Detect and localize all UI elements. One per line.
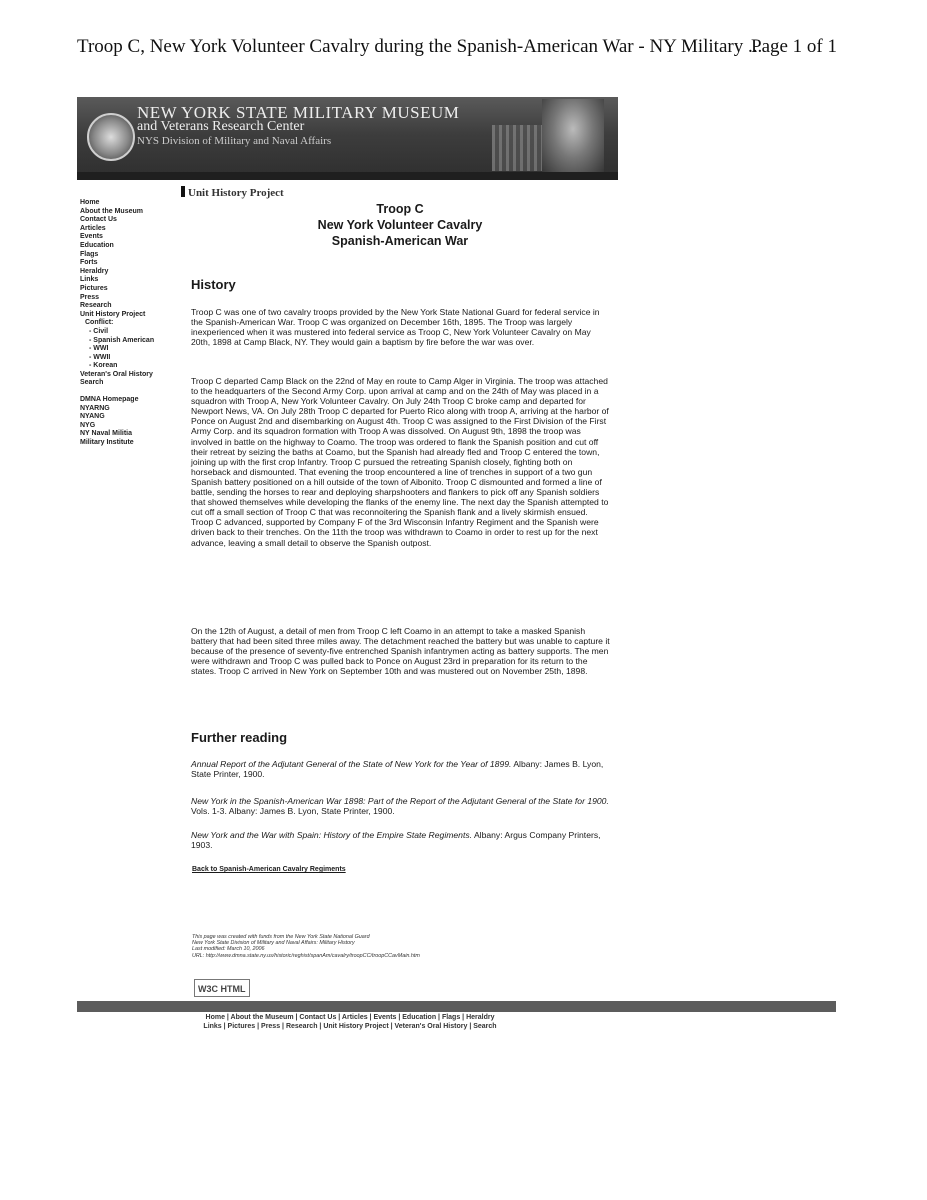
reference-2-title: New York in the Spanish-American War 1898: Part of the Report of the Adjutant General of the State for 1900.: [191, 796, 609, 806]
footnote-line-4: URL: http://www.dmna.state.ny.us/historic/reghist/spanAm/cavalry/troopCC/troopCCavMain.htm: [192, 952, 420, 959]
footer-nav-line-1[interactable]: Home | About the Museum | Contact Us | Articles | Events | Education | Flags | Heraldry: [205, 1014, 495, 1021]
sidebar-item-dmna[interactable]: DMNA Homepage: [80, 396, 139, 404]
reference-1-publisher: Albany: James B. Lyon, State Printer, 1900.: [191, 759, 604, 780]
footer-bar: [77, 1001, 836, 1012]
page-title: [260, 201, 540, 249]
title-unit: New York Volunteer Cavalry: [317, 218, 483, 232]
footnote-line-3: Last modified: March 10, 2006: [192, 946, 265, 953]
sidebar-item-articles[interactable]: Articles: [80, 224, 106, 232]
reference-3-title: New York and the War with Spain: History of the Empire State Regiments.: [191, 830, 473, 840]
sidebar-item-naval-militia[interactable]: NY Naval Militia: [80, 430, 133, 438]
sidebar-item-heraldry[interactable]: Heraldry: [80, 267, 109, 275]
sidebar-item-forts[interactable]: Forts: [80, 259, 98, 267]
sidebar-item-search[interactable]: Search: [80, 379, 104, 387]
sidebar-item-pictures[interactable]: Pictures: [80, 284, 108, 292]
sidebar-item-flags[interactable]: Flags: [80, 250, 99, 258]
further-reading-heading: Further reading: [191, 730, 288, 745]
reference-3: [191, 830, 611, 850]
sidebar-item-research[interactable]: Research: [80, 302, 112, 310]
unit-history-project-label: Unit History Project: [181, 186, 284, 199]
w3c-html-badge-icon[interactable]: W3C HTML: [194, 979, 250, 997]
reference-2-publisher: Vols. 1-3. Albany: James B. Lyon, State Printer, 1900.: [191, 806, 395, 817]
museum-seal-icon: [87, 113, 135, 161]
sidebar-item-nyang[interactable]: NYANG: [80, 413, 105, 421]
print-page-number: Page 1 of 1: [751, 36, 838, 57]
reference-1-title: Annual Report of the Adjutant General of the State of New York for the Year of 1899.: [191, 759, 512, 769]
sidebar-item-about[interactable]: About the Museum: [80, 207, 143, 215]
sidebar-item-education[interactable]: Education: [80, 241, 114, 249]
sidebar-item-links[interactable]: Links: [80, 276, 99, 284]
banner-division: NYS Division of Military and Naval Affairs: [137, 135, 332, 147]
history-paragraph-2: Troop C departed Camp Black on the 22nd of May en route to Camp Alger in Virginia. The troop was attached to the headquarters of the Second Army Corp. upon arrival at camp and on the 24th of May was placed in a squadron with Troop A, New York Volunteer Cavalry. On July 24th Troop C broke camp and departed for Newport News, VA. On July 28th Troop C departed for Puerto Rico along with troop A, arriving at the harbor of Ponce on August 2nd and disembarking on August 4th. Troop C was assigned to the First Division of the First Army Corp. and its squadron formation with Troop A was dissolved. On August 9th, 1898 the troop was involved in battle on the highway to Coamo. The troop was ordered to flank the Spanish position and cut off their retreat by seizing the baths at Coamo, but the Spanish had already fled and Troop C entered the town, joining up with the first crop Infantry. Troop C pursued the retreating Spanish closely, fighting both on horseback and dismounted. That evening the troop encountered a line of trenches in support of a two gun Spanish battery positioned on a hill outside of the town of Aibonito. Troop C dismounted and formed a line of battle, sending the horses to rear and deploying sharpshooters and flankers to pick off any Spanish soldiers that showed themselves while developing the flanks of the enemy line. The next day the Spanish attempted to cut off a small section of Troop C that was reconnoitering the Spanish flank and a lively skirmish ensued. Troop C advanced, supported by Company F of the 3rd Wisconsin Infantry Regiment and the Spanish were driven back to their trenches. On the 11th the troop was withdrawn to Coamo in order to rest up for the next advance, leaving a small detail to observe the Spanish outpost.: [191, 376, 609, 548]
footnote-line-2: New York State Division of Military and Naval Affairs: Military History: [192, 940, 355, 947]
sidebar-item-spanish-american[interactable]: - Spanish American: [89, 336, 155, 344]
print-header-title: Troop C, New York Volunteer Cavalry during the Spanish-American War - NY Military ...: [77, 36, 763, 57]
page-footnote: [192, 934, 420, 959]
sidebar-nav: [80, 199, 154, 448]
history-paragraph-1: Troop C was one of two cavalry troops provided by the New York State National Guard for federal service in the Spanish-American War. Troop C was organized on December 16th, 1895. The Troop was largely inexperienced when it was mustered into federal service as Troop C, New York Volunteer Cavalry on May 20th, 1898 at Camp Black, NY. They would gain a baptism by fire before the war was over.: [191, 307, 600, 348]
reference-3-publisher: Albany: Argus Company Printers, 1903.: [191, 830, 601, 851]
sidebar-item-civil[interactable]: - Civil: [89, 327, 109, 335]
history-heading: History: [191, 277, 236, 292]
museum-banner[interactable]: [77, 97, 618, 180]
sidebar-item-military-institute[interactable]: Military Institute: [80, 439, 134, 447]
sidebar-item-oral-history[interactable]: Veteran's Oral History: [80, 370, 153, 378]
sidebar-item-press[interactable]: Press: [80, 293, 100, 301]
print-header: [77, 36, 838, 58]
banner-title: NEW YORK STATE MILITARY MUSEUM: [137, 103, 460, 122]
sidebar-item-events[interactable]: Events: [80, 233, 103, 241]
reference-1: [191, 759, 611, 779]
sidebar-item-unit-history[interactable]: Unit History Project: [80, 310, 146, 318]
sidebar-item-wwii[interactable]: - WWII: [89, 353, 111, 361]
sidebar-item-home[interactable]: Home: [80, 199, 100, 206]
soldier-portrait-image: [542, 99, 604, 174]
reference-2: [191, 796, 611, 816]
sidebar-item-nyarng[interactable]: NYARNG: [80, 404, 110, 412]
sidebar-item-contact[interactable]: Contact Us: [80, 216, 117, 224]
banner-bottom-strip: [77, 172, 618, 180]
sidebar-item-nyg[interactable]: NYG: [80, 421, 96, 429]
history-paragraph-3: On the 12th of August, a detail of men from Troop C left Coamo in an attempt to take a masked Spanish battery that had been sited three miles away. The detachment reached the battery but was unable to capture it because of the presence of seventy-five entrenched Spanish infantrymen acting as battery supports. The men were withdrawn and Troop C was pulled back to Ponce on August 23rd in preparation for its return to the states. Troop C arrived in New York on September 10th and was mustered out on November 25th, 1898.: [191, 626, 610, 677]
sidebar-item-korean[interactable]: - Korean: [89, 362, 118, 370]
footer-nav-line-2[interactable]: Links | Pictures | Press | Research | Unit History Project | Veteran's Oral History | Search: [203, 1023, 497, 1030]
banner-subtitle: and Veterans Research Center: [137, 119, 305, 134]
title-war: Spanish-American War: [331, 234, 469, 248]
sidebar-conflict-label: Conflict:: [85, 319, 114, 327]
back-link[interactable]: Back to Spanish-American Cavalry Regiments: [192, 866, 346, 873]
sidebar-item-wwi[interactable]: - WWI: [89, 345, 109, 353]
title-troop: Troop C: [376, 202, 424, 216]
footnote-line-1: This page was created with funds from the New York State National Guard: [192, 934, 370, 940]
